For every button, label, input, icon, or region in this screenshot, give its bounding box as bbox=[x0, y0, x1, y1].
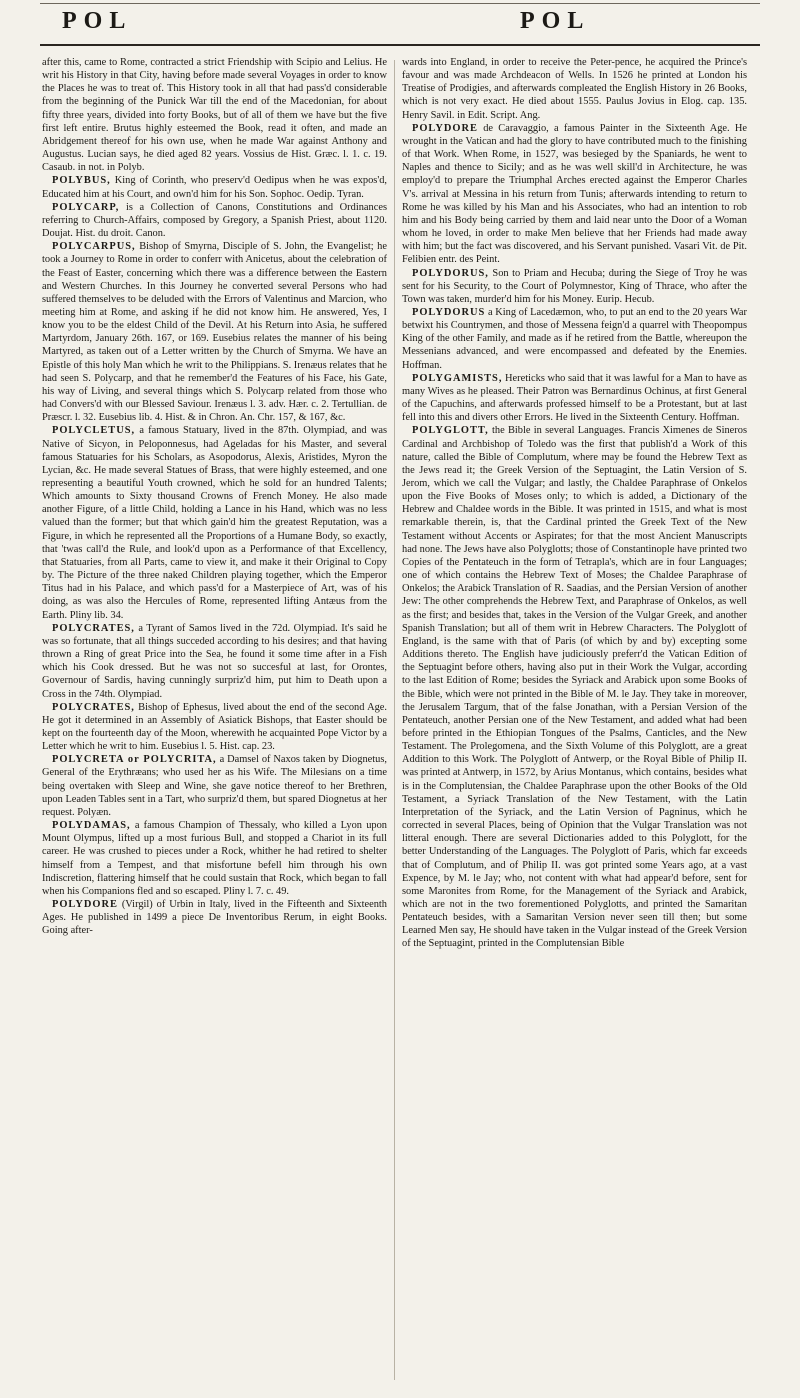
entry-headword: POLYDORE bbox=[412, 122, 478, 134]
entry-headword: POLYCRETA or POLYCRITA, bbox=[52, 754, 217, 766]
dictionary-entry bbox=[42, 701, 387, 754]
entry-headword: POLYCLETUS, bbox=[52, 425, 136, 437]
entry-text: the Bible in several Languages. Francis Ximenes de Sineros Cardinal and Archbishop of Toledo was the first that publish'd a Work of this nature, called the Bible of Complutum, where may be found the Hebrew Text as the Jews read it; the Greek Version of the Septuagint, the Latin Version of S. Jerom, which we call the Vulgar; and lastly, the Chaldee Paraphrase of Onkelos upon the Five Books of Moses only; to which is added, a Dictionary of the Hebrew and Chaldee words in the Bible. It was printed in 1515, and what is most remarkable therein, is, that the Cardinal printed the Greek Text of the New Testament without Accents or Aspirates; for that the most Ancient Manuscripts had none. The Jews have also Polyglotts; those of Constantinople have printed two Copies of the Pentateuch in the form of Tetrapla's, which are in four Languages; one of which contains the Hebrew Text of Moses; the Chaldee Paraphrase of Onkelos; the Arabick Translation of R. Saadias, and the Persian Version of another Jew: The other comprehends the Hebrew Text, and Paraphrase of Onkelos, as well as the first; and besides that, takes in the Version of the Vulgar Greek, and another Spanish Translation; but all of them writ in Hebrew Characters. The Polyglott of England, is the same with that of Paris (of which by and by) excepting some Additions thereto. The English have judiciously preferr'd the Vatican Edition of the Septuagint before others, having also put in their Work the Vulgar, according to the last Edition of Rome; besides the Syriack and Arabick upon some Books of the Bible, which were not printed in the Bible of M. le Jay. They take in moreover, the Jerusalem Targum, that of the false Jonathan, with a Persian Version of the Pentateuch, another Persian one of the New Testament, and added what had been before printed in the Ethiopian Tongues of the Psalms, Canticles, and the New Testament. The Prolegomena, and the Sixth Volume of this Polyglott, are a great Addition to this Work. The Polyglott of Antwerp, or the Royal Bible of Philip II. was printed at Antwerp, in 1572, by Arius Montanus, which contains, besides what is in the Complutensian, the Chaldee Paraphrase upon the other Books of the Old Testament, a Syriack Translation of the New Testament, with the Latin Interpretation of the Syriack, and the Latin Version of Pagninus, which he corrected in several Places, being of Opinion that the Vulgar Translation was not litteral enough. There are several Dictionaries added to this Polyglott, for the better Understanding of the Languages. The Polyglott of Paris, which far exceeds that of Complutum, and of Philip II. was got printed some Years ago, at a vast Expence, by M. le Jay; who, not content with what had appear'd before, sent for some Maronites from Rome, for the Management of the Syriack and Arabick, which are not in the two forementioned Polyglotts, and printed the Samaritan Pentateuch besides, with a Samaritan Version never seen till then; but some Learned Men say, He should have taken in the Vulgar instead of the Greek Version of the Septuagint, printed in the Complutensian Bible bbox=[402, 425, 747, 950]
dictionary-entry bbox=[42, 174, 387, 200]
entry-text: Son to Priam and Hecuba; during the Siege of Troy he was sent for his Security, to the Court of Polymnestor, King of Thrace, who after the Town was taken, murder'd him for his Money. Eurip. Hecub. bbox=[402, 267, 747, 305]
dictionary-entry bbox=[402, 306, 747, 372]
entry-text: wards into England, in order to receive the Peter-pence, he acquired the Prince's favour and was made Archdeacon of Wells. In 1526 he printed at London his Treatise of Prodigies, and afterwards compleated the English History in 26 Books, which is not very exact. He died about 1555. Paulus Jovius in Elog. cap. 135. Henry Savil. in Edit. Script. Ang. bbox=[402, 57, 747, 121]
entry-text: King of Corinth, who preserv'd Oedipus when he was expos'd, Educated him at his Court, and own'd him for his Son. Sophoc. Oedip. Tyran. bbox=[42, 175, 387, 200]
dictionary-entry bbox=[42, 201, 387, 240]
entry-text: Bishop of Smyrna, Disciple of S. John, the Evangelist; he took a Journey to Rome in order to conferr with Anicetus, about the celebration of the Feast of Easter, concerning which there was a difference between the Eastern and Western Churches. In this Journey he converted several Persons who had suffered themselves to be deluded with the Errors of Valentinus and Marcion, who meeting him at Rome, and asking if he did not know him. He answered, Yes, I know you to be the eldest Child of the Devil. At his Return into Asia, he suffered Martyrdom, January 26th. 167, or 169. Eusebius relates the manner of his being Martyred, as taken out of a Letter written by the Church of Smyrna. We have an Epistle of this holy Man which he writ to the Philippians. S. Irenæus relates that he had seen S. Polycarp, and that he remember'd the Features of his Face, his Gate, his way of Living, and several things which S. Polycarp related from those who had Convers'd with our Blessed Saviour. Irenæus l. 3. adv. Hær. c. 2. Tertullian. de Præscr. l. 32. Eusebius lib. 4. Hist. & in Chron. An. Chr. 157, & 167, &c. bbox=[42, 241, 387, 424]
entry-headword: POLYGAMISTS, bbox=[412, 372, 503, 384]
dictionary-entry bbox=[42, 240, 387, 424]
entry-headword: POLYDORUS, bbox=[412, 267, 489, 279]
dictionary-entry bbox=[402, 56, 747, 122]
entry-headword: POLYDORUS bbox=[412, 306, 486, 318]
entry-headword: POLYGLOTT, bbox=[412, 425, 489, 437]
entry-text: Bishop of Ephesus, lived about the end of the second Age. He got it determined in an Assembly of Asiatick Bishops, that Easter should be kept on the fourteenth day of the Moon, wherewith he acquainted Pope Victor by a Letter which he writ to him. Eusebius l. 5. Hist. cap. 23. bbox=[42, 701, 387, 753]
dictionary-entry bbox=[402, 424, 747, 950]
dictionary-entry bbox=[402, 267, 747, 306]
running-head-right: POL bbox=[520, 8, 591, 34]
column-divider bbox=[394, 60, 395, 1380]
entry-text: a famous Statuary, lived in the 87th. Olympiad, and was Native of Sicyon, in Peloponnesus, had Ageladas for his Master, and several famous Statuaries for his Scholars, as Asopodorus, Alexis, Aristides, Myron the Lycian, &c. He made several Statues of Brass, that were highly esteemed, and one representing a beautiful Youth crowned, which he sold for an hundred Talents; Which amounts to Sixty thousand Crowns of French Money. He also made another Figure, of a little Child, holding a Lance in his Hand, which was no less valued than the former; but that which gain'd him the greatest Reputation, was a Figure, in which he represented all the Proportions of a Humane Body, so exactly, that 'twas call'd the Rule, and look'd upon as a Performance of that Excellency, that Statuaries, from all Parts, came to view it, and make it their Original to Copy by. The Picture of the three naked Children playing together, which the Emperor Titus had in his Palace, and which pass'd for a Masterpiece of Art, was of his doing, as was also the Hercules of Rome, represented lifting Antæus from the Earth. Pliny lib. 34. bbox=[42, 425, 387, 621]
entry-headword: POLYCRATES, bbox=[52, 622, 135, 634]
dictionary-entry bbox=[42, 819, 387, 898]
page-header bbox=[0, 0, 800, 52]
entry-headword: POLYBUS, bbox=[52, 175, 111, 187]
right-column bbox=[402, 56, 747, 951]
header-rule bbox=[40, 44, 760, 46]
entry-text: after this, came to Rome, contracted a strict Friendship with Scipio and Lelius. He writ his History in that City, having before made several Voyages in order to know the Places he was to treat of. This History took in all that had pass'd considerable from the beginning of the Punick War till the end of the Macedonian, for about fifty three years, divided into forty Books, but of all of them we have but the five first left entire. Brutus highly esteemed the Book, read it often, and made an Abridgement thereof for his own use, when he made War against Anthony and Augustus. Lucian says, he died aged 82 years. Vossius de Hist. Græc. l. 1. c. 19. Casaub. in not. in Polyb. bbox=[42, 57, 387, 174]
entry-headword: POLYDAMAS, bbox=[52, 820, 131, 832]
dictionary-entry bbox=[42, 56, 387, 174]
dictionary-entry bbox=[42, 424, 387, 621]
dictionary-entry bbox=[42, 753, 387, 819]
dictionary-entry bbox=[402, 122, 747, 267]
entry-headword: POLYDORE bbox=[52, 899, 118, 910]
entry-headword: POLYCRATES, bbox=[52, 701, 135, 713]
entry-text: a famous Champion of Thessaly, who killed a Lyon upon Mount Olympus, lifted up a most furious Bull, and stopped a Chariot in its full career. He was crushed to pieces under a Rock, whither he had retired to shelter himself from a Tempest, and that misfortune befell him through his own Indiscretion, flattering himself that he could sustain that Rock, which began to fall when his Companions fled and so escaped. Pliny l. 7. c. 49. bbox=[42, 820, 387, 897]
entry-text: (Virgil) of Urbin in Italy, lived in the Fifteenth and Sixteenth Ages. He published in 1499 a piece De Inventoribus Rerum, in eight Books. Going after- bbox=[42, 899, 387, 937]
entry-text: a Tyrant of Samos lived in the 72d. Olympiad. It's said he was so fortunate, that all things succeded according to his desires; and that having thrown a Ring of great Price into the Sea, he found it some time after in a Fish which his Cook dressed. But he was not so succesful at last, for Orontes, Governour of Sardis, having cunningly surpriz'd him, put him to Death upon a Cross in the 74th. Olympiad. bbox=[42, 622, 387, 700]
dictionary-entry bbox=[402, 372, 747, 425]
running-head-left: POL bbox=[62, 8, 133, 34]
entry-text: is a Collection of Canons, Constitutions and Ordinances referring to Church-Affairs, composed by Gregory, a Spanish Priest, about 1120. Doujat. Hist. du droit. Canon. bbox=[42, 201, 387, 240]
entry-text: Hereticks who said that it was lawful for a Man to have as many Wives as he pleased. Their Patron was Bernardinus Ochinus, at first General of the Capuchins, and afterwards professed himself to be a Protestant, but at last fell into this and divers other Errors. He lived in the Sixteenth Century. Hoffman. bbox=[402, 372, 747, 424]
left-column bbox=[42, 56, 387, 937]
entry-headword: POLYCARPUS, bbox=[52, 241, 136, 253]
dictionary-entry bbox=[42, 898, 387, 937]
dictionary-entry bbox=[42, 622, 387, 701]
entry-text: de Caravaggio, a famous Painter in the Sixteenth Age. He wrought in the Vatican and had the glory to have contributed much to the finishing of that Work. When Rome, in 1527, was besieged by the Spaniards, he went to Naples and thence to Sicily; and as he was well skill'd in Architecture, he was employ'd to prepare the Triumphal Arches erected against the Emperor Charles V's. arrival at Messina in his return from Tunis; afterwards intending to return to Rome he was killed by his Man and his Associates, who had an intention to rob him and his Body being carried by them and laid near unto the Door of a Woman whom he loved, in order to make Men believe that her Friends had made away with him; but the fact was discovered, and his Servant punished. Vasari Vit. de Pit. Felibien entr. des Peint. bbox=[402, 122, 747, 266]
entry-headword: POLYCARP, bbox=[52, 201, 120, 213]
entry-text: a King of Lacedæmon, who, to put an end to the 20 years War betwixt his Countrymen, and those of Messena feign'd a quarrel with Theopompus King of the other Family, and made as if he retired from the Battle, whereupon the Messenians advanced, and were encompassed and defeated by the Enemies. Hoffman. bbox=[402, 306, 747, 371]
top-rule bbox=[40, 3, 760, 4]
entry-text: a Damsel of Naxos taken by Diognetus, General of the Erythræans; who used her as his Wife. The Milesians on a time being overtaken with Sleep and Wine, she gave notice thereof to her Brethren, upon Leaden Tables sent in a Tart, who surpriz'd them, but spared Diognetus at her request. Polyæn. bbox=[42, 754, 387, 818]
